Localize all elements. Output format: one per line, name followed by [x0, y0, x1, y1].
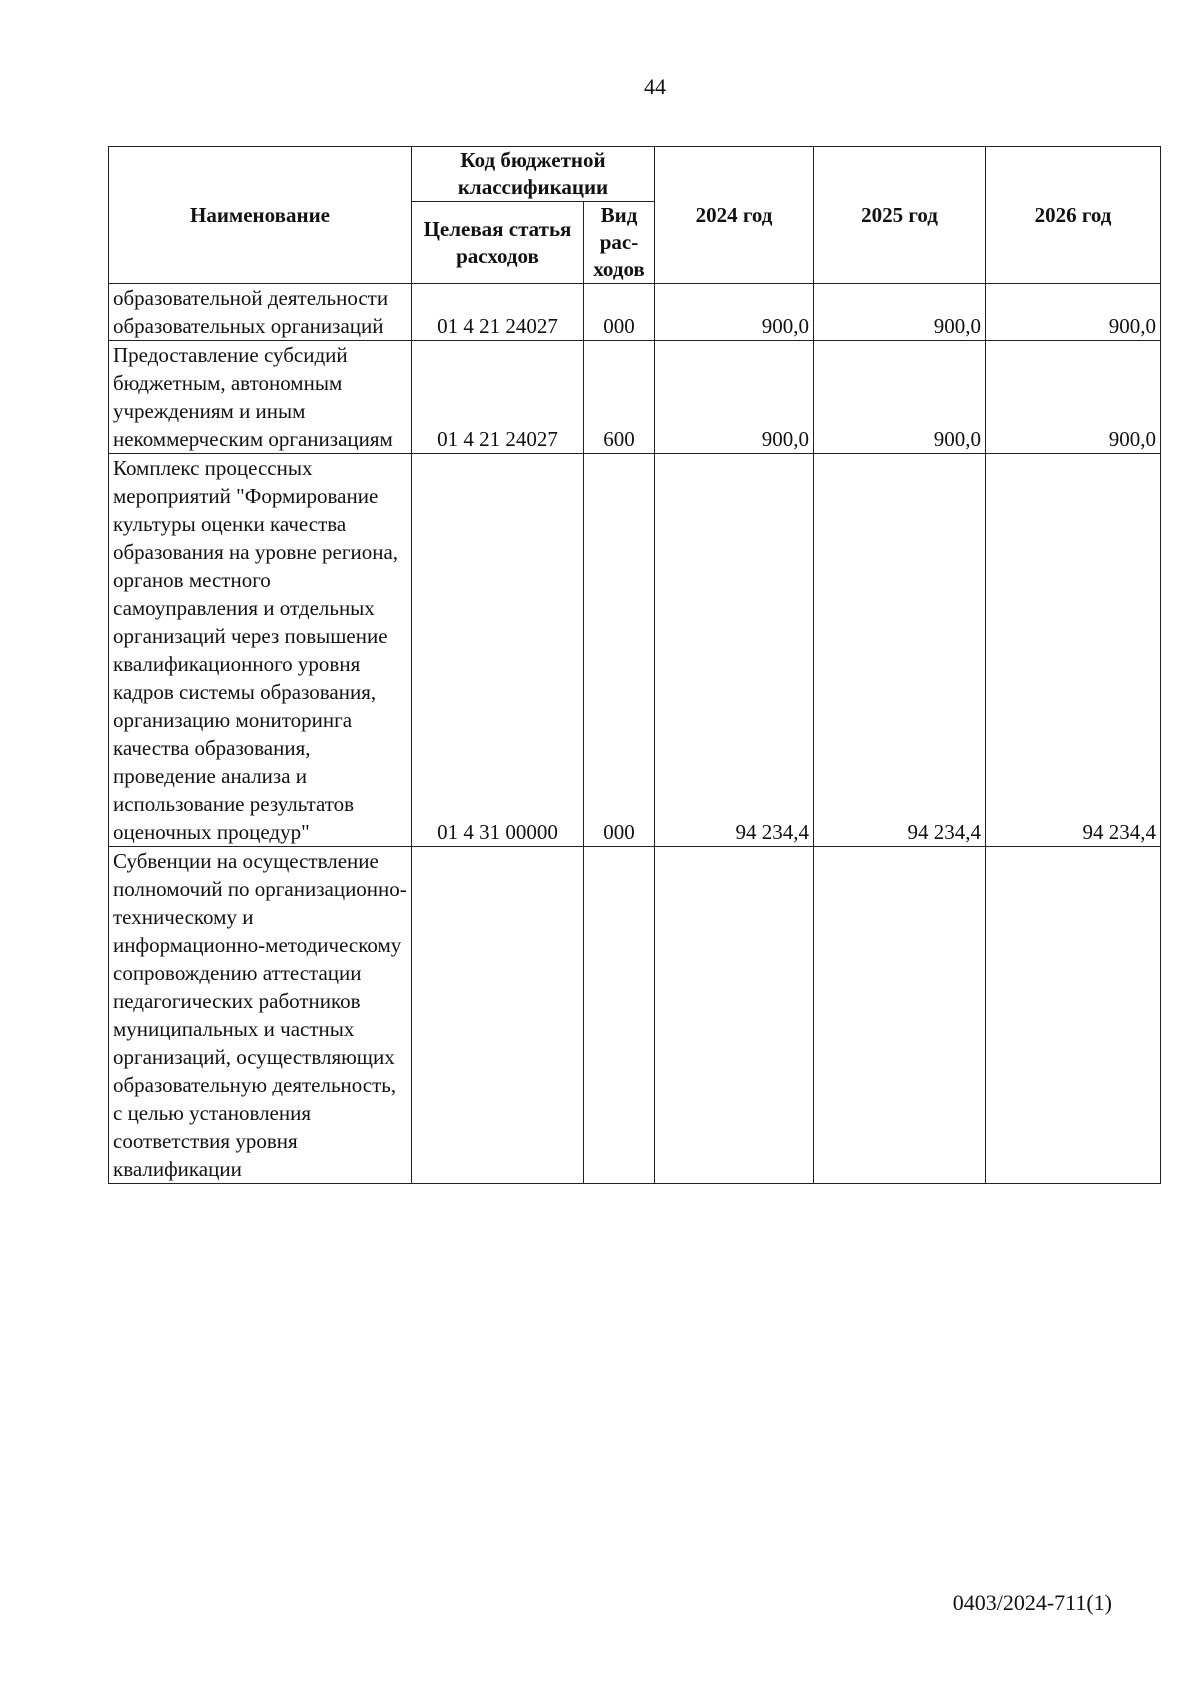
header-name: Наименование	[109, 147, 412, 284]
row-target-article: 01 4 21 24027	[412, 284, 584, 341]
row-amount-2025	[814, 847, 986, 1184]
header-code-group: Код бюджетной классификации	[412, 147, 655, 202]
row-name: Субвенции на осуществление полномочий по организационно-техническому и информационно-методическому сопровождению аттестации педагогических работников муниципальных и частных организаций, осуществляющих образовательную деятельность, с целью установления соответствия уровня квалификации	[109, 847, 412, 1184]
row-amount-2026: 900,0	[986, 341, 1161, 454]
row-target-article	[412, 847, 584, 1184]
row-amount-2024	[655, 847, 814, 1184]
header-year-2024: 2024 год	[655, 147, 814, 284]
row-amount-2024: 94 234,4	[655, 454, 814, 847]
row-target-article: 01 4 31 00000	[412, 454, 584, 847]
header-expense-type: Вид рас-ходов	[584, 202, 655, 284]
row-amount-2026	[986, 847, 1161, 1184]
row-amount-2024: 900,0	[655, 341, 814, 454]
row-expense-type: 600	[584, 341, 655, 454]
row-amount-2025: 94 234,4	[814, 454, 986, 847]
table-row	[109, 847, 1161, 1184]
table-header-row	[109, 147, 1161, 202]
page-number: 44	[644, 74, 666, 99]
row-amount-2025: 900,0	[814, 284, 986, 341]
row-amount-2026: 900,0	[986, 284, 1161, 341]
document-code: 0403/2024-711(1)	[952, 1590, 1112, 1615]
table-row	[109, 341, 1161, 454]
row-name: Комплекс процессных мероприятий "Формирование культуры оценки качества образования на уровне региона, органов местного самоуправления и отдельных организаций через повышение квалификационного уровня кадров системы образования, организацию мониторинга качества образования, проведение анализа и использование результатов оценочных процедур"	[109, 454, 412, 847]
row-name: Предоставление субсидий бюджетным, автономным учреждениям и иным некоммерческим организациям	[109, 341, 412, 454]
row-amount-2025: 900,0	[814, 341, 986, 454]
row-expense-type: 000	[584, 454, 655, 847]
row-name: образовательной деятельности образовательных организаций	[109, 284, 412, 341]
header-year-2025: 2025 год	[814, 147, 986, 284]
row-target-article: 01 4 21 24027	[412, 341, 584, 454]
header-target-article: Целевая статья расходов	[412, 202, 584, 284]
budget-table	[108, 146, 1161, 1184]
row-amount-2024: 900,0	[655, 284, 814, 341]
table-row	[109, 284, 1161, 341]
header-year-2026: 2026 год	[986, 147, 1161, 284]
table-row	[109, 454, 1161, 847]
row-amount-2026: 94 234,4	[986, 454, 1161, 847]
row-expense-type: 000	[584, 284, 655, 341]
row-expense-type	[584, 847, 655, 1184]
